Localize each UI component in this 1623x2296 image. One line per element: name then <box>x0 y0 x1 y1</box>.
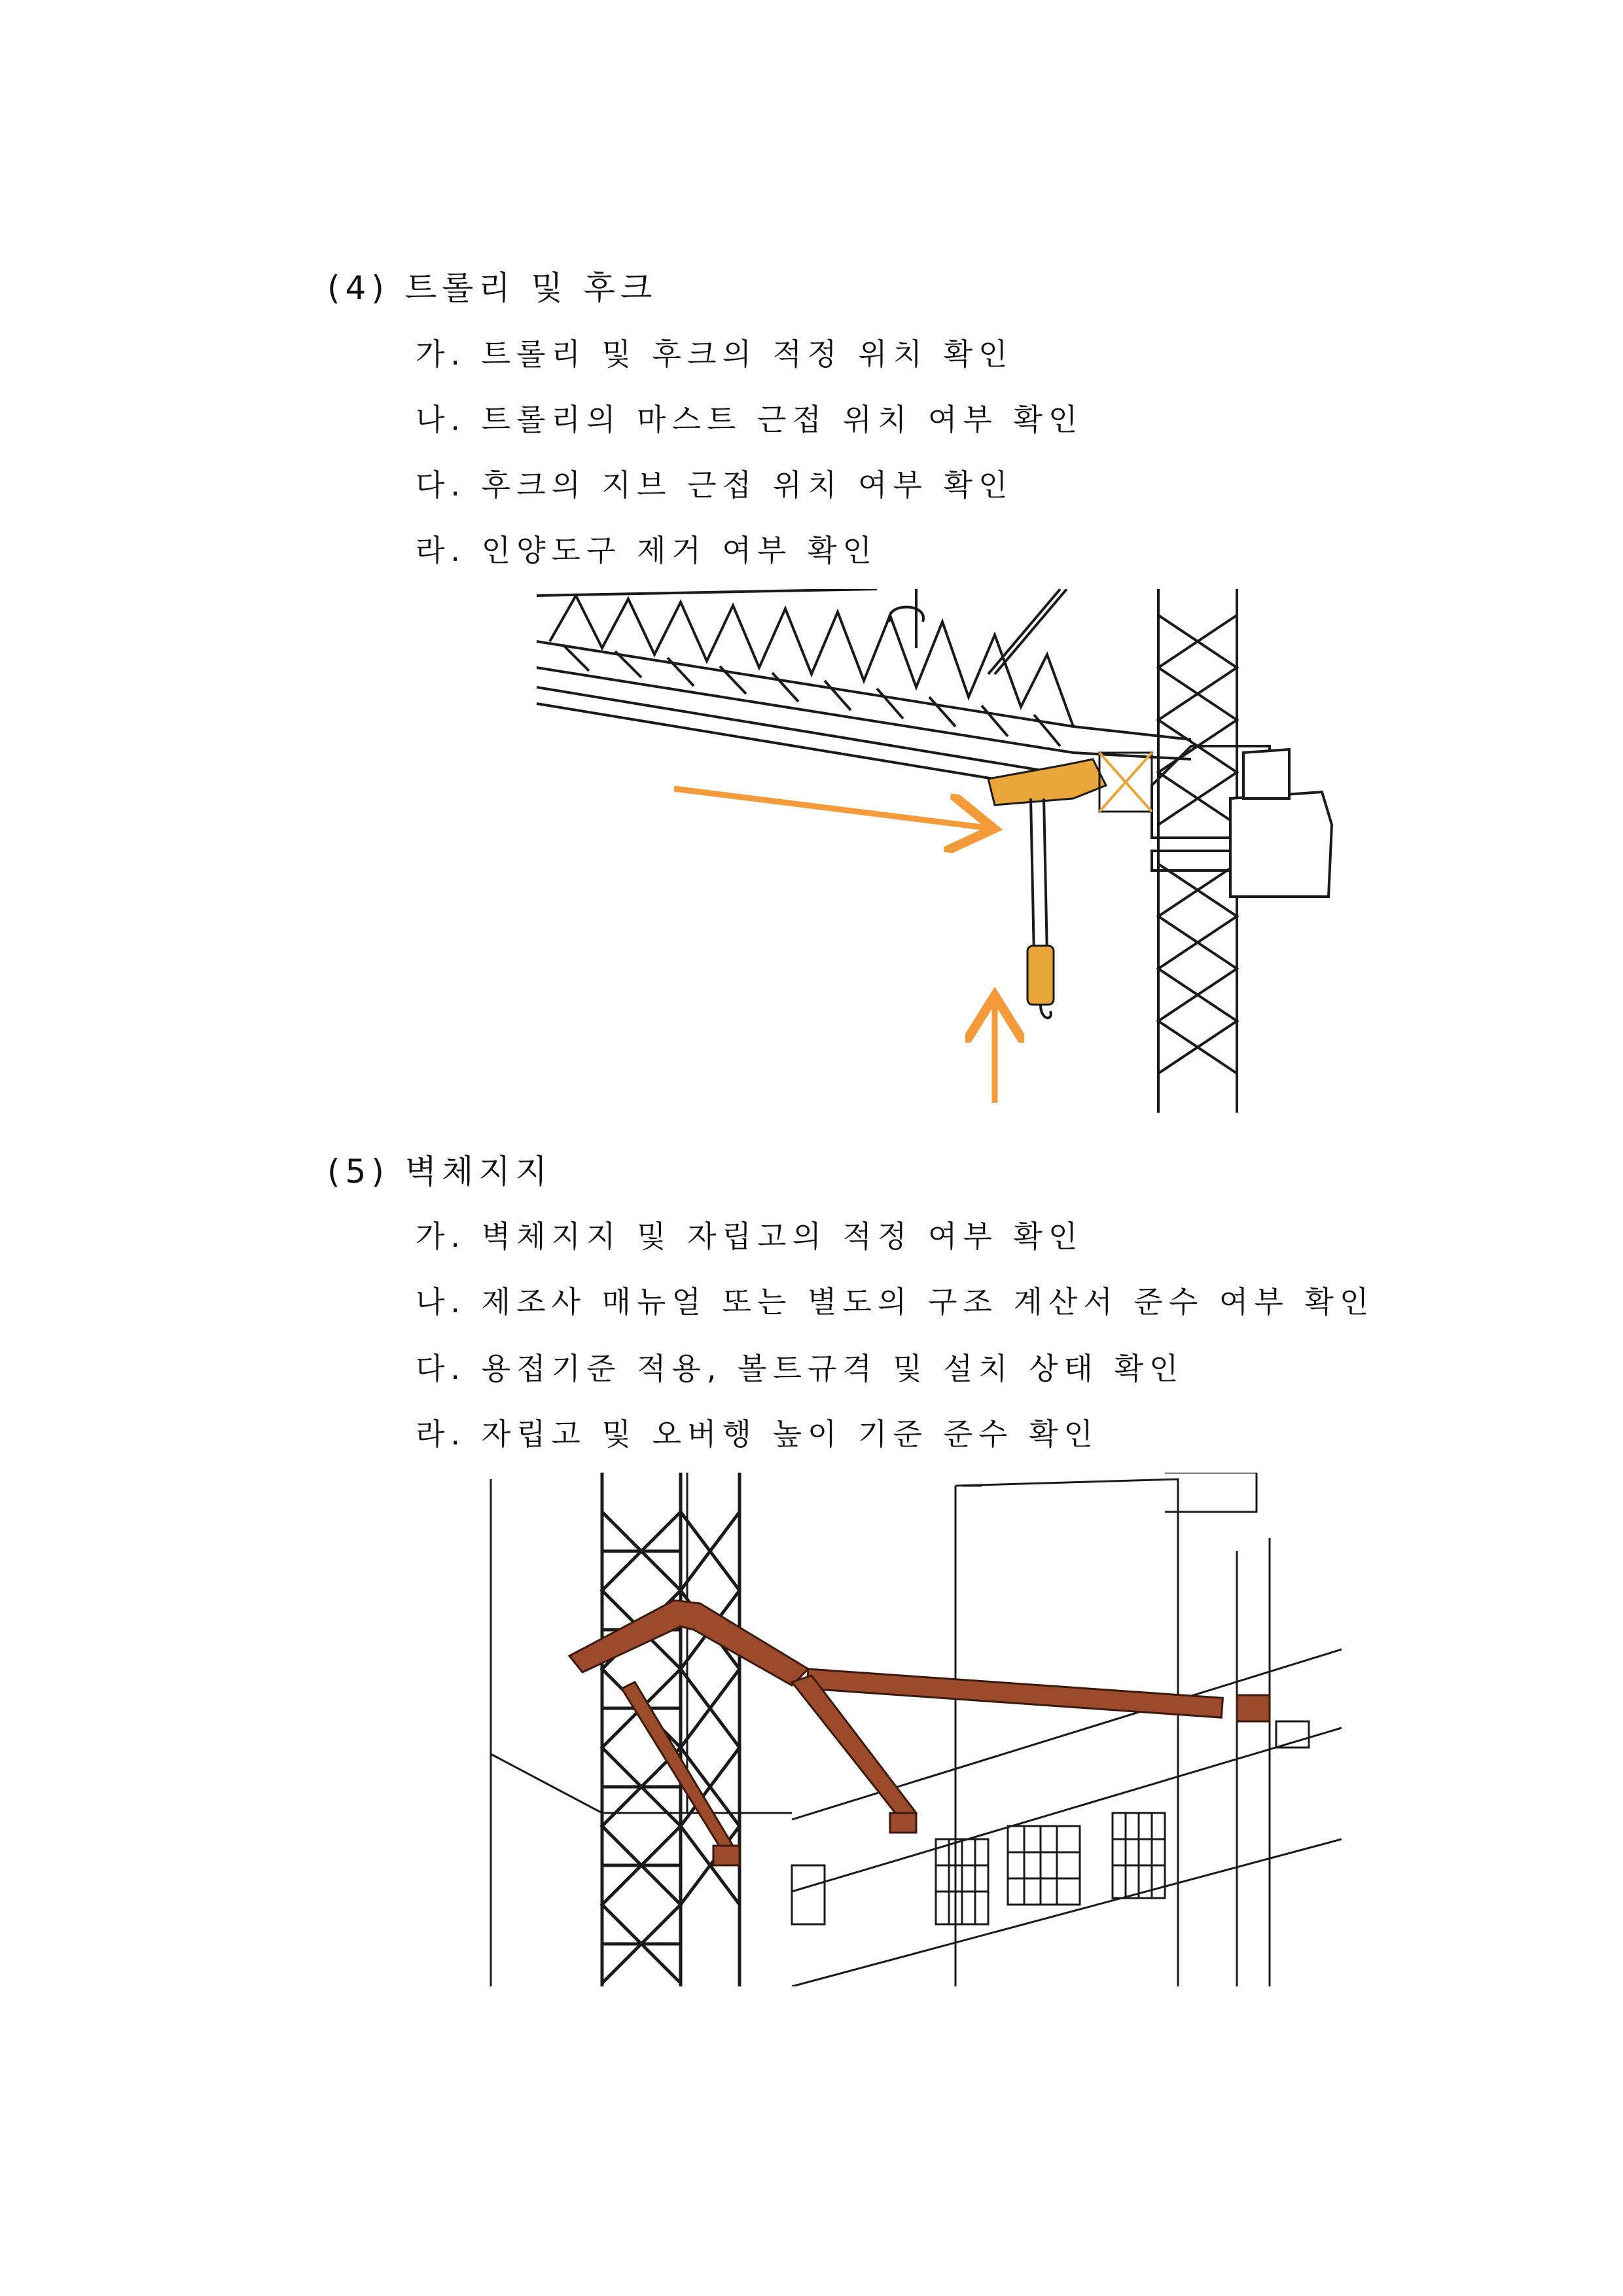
section-5-item-ra: 라. 자립고 및 오버행 높이 기준 준수 확인 <box>416 1416 1099 1452</box>
section-5-item-na: 나. 제조사 매뉴얼 또는 별도의 구조 계산서 준수 여부 확인 <box>416 1284 1375 1319</box>
section-5-item-ga: 가. 벽체지지 및 자립고의 적정 여부 확인 <box>416 1219 1084 1254</box>
crane-trolley-hook-illustration <box>537 589 1335 1113</box>
section-5-item-da: 다. 용접기준 적용, 볼트규격 및 설치 상태 확인 <box>416 1351 1185 1386</box>
section-4-heading: (4) 트롤리 및 후크 <box>327 269 658 307</box>
wall-tie-figure <box>484 1473 1342 1986</box>
section-4-item-da: 다. 후크의 지브 근접 위치 여부 확인 <box>416 467 1014 503</box>
section-4-item-ga: 가. 트롤리 및 후크의 적정 위치 확인 <box>416 336 1014 372</box>
section-5-heading: (5) 벽체지지 <box>327 1153 552 1191</box>
wall-tie-illustration <box>484 1473 1342 1986</box>
crane-trolley-hook-figure <box>537 589 1335 1113</box>
section-4-item-ra: 라. 인양도구 제거 여부 확인 <box>416 533 878 568</box>
section-4-item-na: 나. 트롤리의 마스트 근접 위치 여부 확인 <box>416 402 1084 437</box>
